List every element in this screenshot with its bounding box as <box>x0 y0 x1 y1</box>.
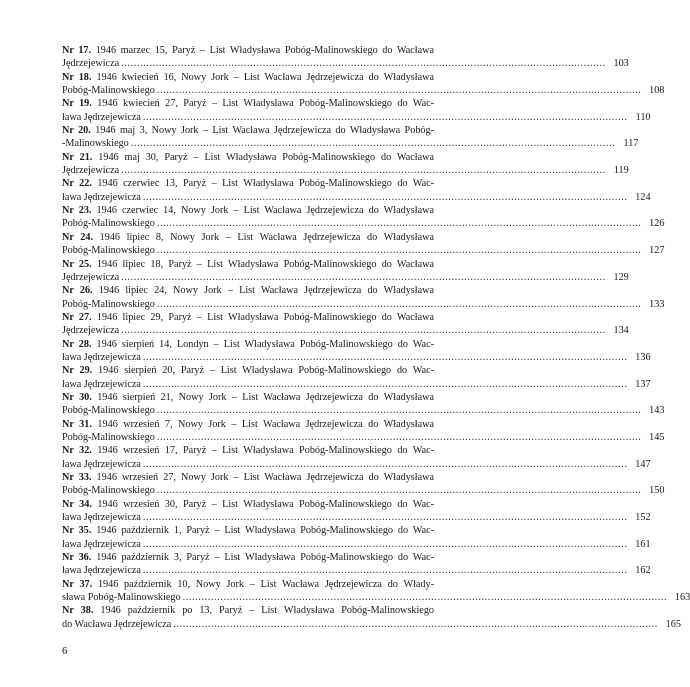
dot-leader: .......................................................................................................................................................... <box>142 191 628 203</box>
entry-title-end: sława Pobóg-Malinowskiego <box>62 592 181 604</box>
toc-entry-second-line <box>62 217 665 230</box>
toc-entry-second-line <box>62 164 629 177</box>
entry-title-start: 1946 lipiec 29, Paryż – List Władysława Pobóg-Malinowskiego do Wacława <box>96 311 435 323</box>
entry-number: Nr 17. <box>62 45 92 56</box>
entry-number: Nr 23. <box>62 205 92 217</box>
dot-leader: .......................................................................................................................................................... <box>156 218 642 230</box>
entry-number: Nr 24. <box>62 231 94 243</box>
entry-number: Nr 30. <box>62 391 92 403</box>
entry-title-start: 1946 czerwiec 14, Nowy Jork – List Wacława Jędrzejewicza do Władysława <box>96 205 434 217</box>
toc-entry-first-line <box>62 44 434 57</box>
toc-entry-second-line <box>62 298 665 311</box>
dot-leader: .......................................................................................................................................................... <box>130 138 616 150</box>
entry-number: Nr 32. <box>62 445 92 457</box>
entry-title-start: 1946 lipiec 24, Nowy Jork – List Wacława Jędrzejewicza do Władysława <box>98 285 434 297</box>
toc-entry-first-line <box>62 124 434 137</box>
toc-entry-first-line <box>62 338 434 351</box>
entry-number: Nr 28. <box>62 338 92 350</box>
toc-entry <box>62 44 629 71</box>
entry-title-end: Jędrzejewicza <box>62 271 120 283</box>
entry-page-number: 143 <box>649 405 665 417</box>
entry-number: Nr 36. <box>62 552 92 564</box>
entry-number: Nr 31. <box>62 418 92 430</box>
toc-entry <box>62 578 690 605</box>
dot-leader: .......................................................................................................................................................... <box>182 592 668 604</box>
toc-entry-second-line <box>62 111 651 124</box>
table-of-contents <box>62 44 690 631</box>
entry-title-end: ława Jędrzejewicza <box>62 565 141 577</box>
entry-title-end: ława Jędrzejewicza <box>62 111 141 123</box>
entry-title-start: 1946 sierpień 21, Nowy Jork – List Wacława Jędrzejewicza do Władysława <box>97 391 434 403</box>
dot-leader: .......................................................................................................................................................... <box>142 538 628 550</box>
dot-leader: .......................................................................................................................................................... <box>156 405 642 417</box>
entry-number: Nr 38. <box>62 605 94 617</box>
entry-title-end: Pobóg-Malinowskiego <box>62 218 155 230</box>
toc-entry <box>62 97 651 124</box>
toc-entry <box>62 284 665 311</box>
entry-page-number: 103 <box>613 58 629 70</box>
toc-entry <box>62 258 629 285</box>
entry-number: Nr 21. <box>62 151 93 163</box>
toc-entry-second-line <box>62 484 665 497</box>
entry-page-number: 117 <box>623 138 639 150</box>
entry-title-end: ława Jędrzejewicza <box>62 512 141 524</box>
dot-leader: .......................................................................................................................................................... <box>156 431 642 443</box>
entry-page-number: 119 <box>613 165 629 177</box>
entry-title-end: Pobóg-Malinowskiego <box>62 431 155 443</box>
dot-leader: .......................................................................................................................................................... <box>121 325 606 337</box>
toc-entry <box>62 444 651 471</box>
entry-page-number: 162 <box>635 565 651 577</box>
toc-entry-second-line <box>62 591 690 604</box>
toc-entry-second-line <box>62 271 629 284</box>
toc-entry-first-line <box>62 604 434 617</box>
entry-title-start: 1946 wrzesień 17, Paryż – List Władysława Pobóg-Malinowskiego do Wac- <box>97 445 435 457</box>
dot-leader: .......................................................................................................................................................... <box>156 485 642 497</box>
entry-title-end: ława Jędrzejewicza <box>62 378 141 390</box>
toc-entry-first-line <box>62 177 434 190</box>
toc-entry-second-line <box>62 324 629 337</box>
toc-entry-first-line <box>62 551 434 564</box>
toc-entry-second-line <box>62 57 629 70</box>
toc-entry-first-line <box>62 364 434 377</box>
entry-page-number: 152 <box>635 512 651 524</box>
dot-leader: .......................................................................................................................................................... <box>121 165 606 177</box>
toc-entry-second-line <box>62 84 665 97</box>
entry-number: Nr 29. <box>62 365 93 377</box>
toc-entry-first-line <box>62 471 434 484</box>
entry-title-end: -Malinowskiego <box>62 138 129 150</box>
entry-number: Nr 22. <box>62 178 92 190</box>
toc-entry-first-line <box>62 498 434 511</box>
entry-title-start: 1946 wrzesień 27, Nowy Jork – List Wacława Jędrzejewicza do Władysława <box>96 472 434 483</box>
toc-entry-second-line <box>62 351 651 364</box>
dot-leader: .......................................................................................................................................................... <box>142 565 628 577</box>
dot-leader: .......................................................................................................................................................... <box>142 458 628 470</box>
toc-entry <box>62 391 665 418</box>
entry-title-end: ława Jędrzejewicza <box>62 191 141 203</box>
toc-entry-first-line <box>62 418 434 431</box>
toc-entry-first-line <box>62 391 434 404</box>
toc-entry <box>62 418 665 445</box>
toc-entry-second-line <box>62 618 681 631</box>
toc-entry <box>62 604 681 631</box>
toc-entry-first-line <box>62 284 434 297</box>
entry-title-end: Pobóg-Malinowskiego <box>62 485 155 497</box>
entry-page-number: 124 <box>635 191 651 203</box>
toc-entry <box>62 71 665 98</box>
entry-title-start: 1946 sierpień 20, Paryż – List Władysława Pobóg-Malinowskiego do Wac- <box>98 365 434 377</box>
entry-page-number: 110 <box>635 111 651 123</box>
entry-number: Nr 34. <box>62 498 92 510</box>
dot-leader: .......................................................................................................................................................... <box>173 618 658 630</box>
dot-leader: .......................................................................................................................................................... <box>142 111 628 123</box>
entry-title-end: ława Jędrzejewicza <box>62 458 141 470</box>
entry-title-start: 1946 czerwiec 13, Paryż – List Władysława Pobóg-Malinowskiego do Wac- <box>97 178 434 190</box>
toc-entry-second-line <box>62 378 651 391</box>
entry-page-number: 147 <box>635 458 651 470</box>
toc-entry-second-line <box>62 564 651 577</box>
entry-title-start: 1946 wrzesień 30, Paryż – List Władysława Pobóg-Malinowskiego do Wac- <box>97 498 435 510</box>
toc-entry <box>62 498 651 525</box>
entry-page-number: 126 <box>649 218 665 230</box>
entry-title-end: do Wacława Jędrzejewicza <box>62 618 172 630</box>
entry-title-start: 1946 lipiec 18, Paryż – List Władysława Pobóg-Malinowskiego do Wacława <box>96 258 435 270</box>
entry-number: Nr 25. <box>62 258 92 270</box>
entry-title-end: ława Jędrzejewicza <box>62 351 141 363</box>
entry-title-end: Jędrzejewicza <box>62 165 120 177</box>
entry-number: Nr 20. <box>62 125 91 137</box>
entry-page-number: 136 <box>635 351 651 363</box>
toc-entry <box>62 364 651 391</box>
toc-entry <box>62 338 651 365</box>
dot-leader: .......................................................................................................................................................... <box>156 245 642 257</box>
entry-title-start: 1946 kwiecień 16, Nowy Jork – List Wacława Jędrzejewicza do Władysława <box>96 71 435 83</box>
entry-title-start: 1946 maj 3, Nowy Jork – List Wacława Jędrzejewicza do Władysława Pobóg- <box>95 125 434 137</box>
entry-title-end: Pobóg-Malinowskiego <box>62 245 155 257</box>
entry-title-start: 1946 lipiec 8, Nowy Jork – List Wacława Jędrzejewicza do Władysława <box>99 231 434 243</box>
dot-leader: .......................................................................................................................................................... <box>121 271 606 283</box>
toc-entry-second-line <box>62 244 665 257</box>
entry-page-number: 165 <box>665 618 681 630</box>
entry-title-start: 1946 wrzesień 7, Nowy Jork – List Wacława Jędrzejewicza do Władysława <box>97 418 434 430</box>
entry-title-end: Jędrzejewicza <box>62 58 120 70</box>
toc-entry <box>62 231 665 258</box>
toc-entry-second-line <box>62 191 651 204</box>
entry-number: Nr 27. <box>62 311 92 323</box>
entry-page-number: 137 <box>635 378 651 390</box>
entry-page-number: 161 <box>635 538 651 550</box>
toc-entry <box>62 177 651 204</box>
dot-leader: .......................................................................................................................................................... <box>142 351 628 363</box>
entry-title-start: 1946 październik 1, Paryż – List Władysława Pobóg-Malinowskiego do Wac- <box>96 525 435 537</box>
toc-entry-first-line <box>62 524 434 537</box>
toc-entry-first-line <box>62 71 434 84</box>
toc-entry-second-line <box>62 511 651 524</box>
entry-title-end: Pobóg-Malinowskiego <box>62 85 155 97</box>
entry-page-number: 145 <box>649 431 665 443</box>
entry-title-start: 1946 marzec 15, Paryż – List Władysława Pobóg-Malinowskiego do Wacława <box>95 45 434 56</box>
toc-entry <box>62 151 629 178</box>
entry-title-end: ława Jędrzejewicza <box>62 538 141 550</box>
entry-title-end: Jędrzejewicza <box>62 325 120 337</box>
entry-title-end: Pobóg-Malinowskiego <box>62 405 155 417</box>
toc-entry-first-line <box>62 151 434 164</box>
toc-entry <box>62 524 651 551</box>
toc-entry <box>62 551 651 578</box>
toc-entry-first-line <box>62 231 434 244</box>
entry-title-start: 1946 maj 30, Paryż – List Władysława Pobóg-Malinowskiego do Wacława <box>98 151 434 163</box>
entry-page-number: 134 <box>613 325 629 337</box>
entry-page-number: 163 <box>674 592 690 604</box>
toc-entry <box>62 204 665 231</box>
entry-page-number: 129 <box>613 271 629 283</box>
toc-entry <box>62 124 639 151</box>
entry-page-number: 133 <box>649 298 665 310</box>
entry-title-end: Pobóg-Malinowskiego <box>62 298 155 310</box>
entry-number: Nr 35. <box>62 525 92 537</box>
entry-number: Nr 37. <box>62 578 93 590</box>
entry-number: Nr 19. <box>62 98 92 110</box>
toc-entry-second-line <box>62 431 665 444</box>
toc-entry-first-line <box>62 258 434 271</box>
entry-title-start: 1946 październik 10, Nowy Jork – List Wacława Jędrzejewicza do Włady- <box>97 578 434 590</box>
dot-leader: .......................................................................................................................................................... <box>121 58 606 70</box>
entry-page-number: 127 <box>649 245 665 257</box>
toc-entry <box>62 311 629 338</box>
entry-title-start: 1946 październik 3, Paryż – List Władysława Pobóg-Malinowskiego do Wac- <box>96 552 435 564</box>
toc-entry-second-line <box>62 538 651 551</box>
entry-title-start: 1946 sierpień 14, Londyn – List Władysława Pobóg-Malinowskiego do Wac- <box>96 338 434 350</box>
dot-leader: .......................................................................................................................................................... <box>156 298 642 310</box>
toc-entry-first-line <box>62 311 434 324</box>
entry-number: Nr 26. <box>62 285 93 297</box>
toc-entry-second-line <box>62 458 651 471</box>
toc-entry-first-line <box>62 204 434 217</box>
dot-leader: .......................................................................................................................................................... <box>142 378 628 390</box>
toc-entry-first-line <box>62 97 434 110</box>
page-number: 6 <box>62 645 68 657</box>
entry-number: Nr 18. <box>62 71 92 83</box>
toc-entry <box>62 471 665 498</box>
entry-page-number: 108 <box>649 85 665 97</box>
entry-title-start: 1946 kwiecień 27, Paryż – List Władysława Pobóg-Malinowskiego do Wac- <box>97 98 435 110</box>
dot-leader: .......................................................................................................................................................... <box>142 512 628 524</box>
entry-title-start: 1946 październik po 13, Paryż – List Władysława Pobóg-Malinowskiego <box>100 605 435 617</box>
entry-page-number: 150 <box>649 485 665 497</box>
toc-entry-second-line <box>62 404 665 417</box>
toc-entry-first-line <box>62 578 434 591</box>
dot-leader: .......................................................................................................................................................... <box>156 85 642 97</box>
entry-number: Nr 33. <box>62 472 92 483</box>
toc-entry-first-line <box>62 444 434 457</box>
toc-entry-second-line <box>62 137 639 150</box>
